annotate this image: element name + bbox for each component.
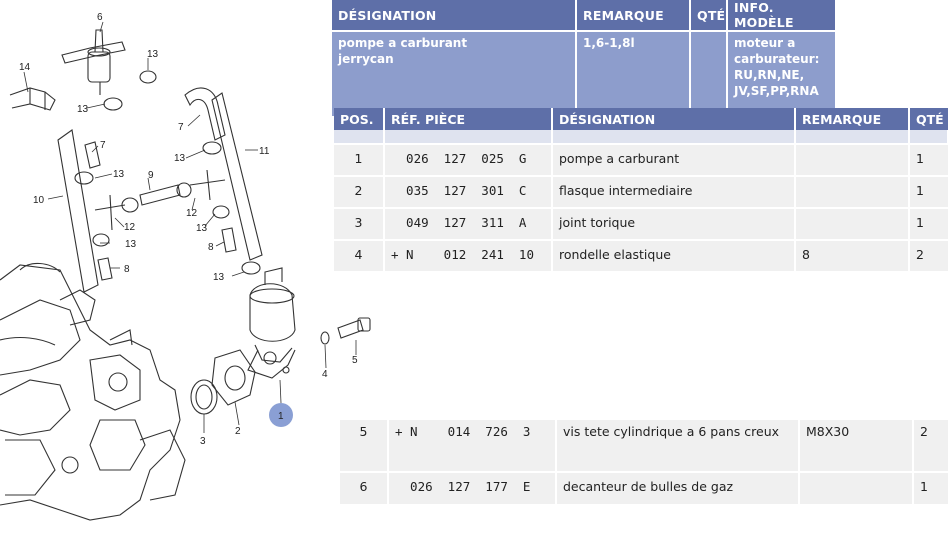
header-qte: QTÉ bbox=[909, 108, 948, 130]
callout-8: 8 bbox=[124, 264, 130, 275]
fuel-pump bbox=[248, 268, 295, 378]
cell-remarque bbox=[795, 144, 909, 176]
callout-13: 13 bbox=[147, 49, 159, 60]
callout-8: 8 bbox=[208, 242, 214, 253]
callout-13: 13 bbox=[213, 272, 225, 283]
header-qte: QTÉ bbox=[690, 0, 727, 31]
bubble-separator bbox=[62, 30, 125, 95]
cell-qte: 1 bbox=[909, 176, 948, 208]
callout-13: 13 bbox=[113, 169, 125, 180]
table-row[interactable] bbox=[334, 144, 948, 176]
intermediate-flange bbox=[212, 350, 255, 405]
cell-pos: 4 bbox=[334, 240, 384, 272]
cell-designation: decanteur de bulles de gaz bbox=[556, 472, 799, 505]
model-info: moteur a carburateur: RU,RN,NE, JV,SF,PP,RNA bbox=[727, 31, 835, 116]
cell-pos: 3 bbox=[334, 208, 384, 240]
model-row bbox=[332, 31, 835, 116]
cell-pos: 6 bbox=[340, 472, 388, 505]
callout-12: 12 bbox=[124, 222, 136, 233]
cell-remarque: M8X30 bbox=[799, 420, 913, 472]
model-remarque: 1,6-1,8l bbox=[576, 31, 690, 116]
header-designation: DÉSIGNATION bbox=[552, 108, 795, 130]
cell-qte: 1 bbox=[913, 472, 948, 505]
header-designation: DÉSIGNATION bbox=[332, 0, 576, 31]
cell-remarque: 8 bbox=[795, 240, 909, 272]
cell-remarque bbox=[795, 208, 909, 240]
cell-designation: pompe a carburant bbox=[552, 144, 795, 176]
cell-ref: + N 014 726 3 bbox=[388, 420, 556, 472]
cell-ref: 026 127 025 G bbox=[384, 144, 552, 176]
callout-7: 7 bbox=[100, 140, 106, 151]
cell-ref: 026 127 177 E bbox=[388, 472, 556, 505]
cell-qte: 2 bbox=[909, 240, 948, 272]
cell-ref: + N 012 241 10 bbox=[384, 240, 552, 272]
parts-table-continued bbox=[340, 420, 948, 506]
callout-13: 13 bbox=[77, 104, 89, 115]
callout-13: 13 bbox=[125, 239, 137, 250]
header-ref-piece: RÉF. PIÈCE bbox=[384, 108, 552, 130]
callout-1: 1 bbox=[278, 411, 284, 422]
parts-table bbox=[334, 108, 949, 273]
socket-head-bolt bbox=[338, 318, 370, 338]
model-qte bbox=[690, 31, 727, 116]
table-row[interactable] bbox=[334, 240, 948, 272]
callout-7: 7 bbox=[178, 122, 184, 133]
cell-pos: 5 bbox=[340, 420, 388, 472]
callout-14: 14 bbox=[19, 62, 31, 73]
cell-qte: 1 bbox=[909, 144, 948, 176]
header-info-modele: INFO. MODÈLE bbox=[727, 0, 835, 31]
model-designation: pompe a carburant jerrycan bbox=[332, 31, 576, 116]
fuel-hose-7-upper bbox=[185, 88, 225, 140]
cell-pos: 1 bbox=[334, 144, 384, 176]
model-info-table bbox=[332, 0, 835, 116]
cell-designation: flasque intermediaire bbox=[552, 176, 795, 208]
callout-3: 3 bbox=[200, 436, 206, 447]
callout-10: 10 bbox=[33, 195, 45, 206]
fuel-hose-11 bbox=[212, 93, 262, 260]
spring-washer bbox=[321, 332, 329, 344]
table-row[interactable] bbox=[340, 472, 948, 505]
header-remarque: REMARQUE bbox=[576, 0, 690, 31]
cell-designation: vis tete cylindrique a 6 pans creux bbox=[556, 420, 799, 472]
callout-5: 5 bbox=[352, 355, 358, 366]
fuel-hose-10 bbox=[58, 130, 98, 292]
cell-qte: 2 bbox=[913, 420, 948, 472]
header-pos: POS. bbox=[334, 108, 384, 130]
cell-pos: 2 bbox=[334, 176, 384, 208]
cell-designation: rondelle elastique bbox=[552, 240, 795, 272]
callout-11: 11 bbox=[259, 146, 270, 157]
table-row[interactable] bbox=[340, 420, 948, 472]
callout-4: 4 bbox=[322, 369, 328, 380]
cell-designation: joint torique bbox=[552, 208, 795, 240]
callout-6: 6 bbox=[97, 12, 103, 23]
header-remarque: REMARQUE bbox=[795, 108, 909, 130]
table-row[interactable] bbox=[334, 176, 948, 208]
callout-12: 12 bbox=[186, 208, 198, 219]
cell-ref: 049 127 311 A bbox=[384, 208, 552, 240]
cell-qte: 1 bbox=[909, 208, 948, 240]
bracket-14 bbox=[10, 88, 55, 110]
callout-2: 2 bbox=[235, 426, 241, 437]
table-row[interactable] bbox=[334, 208, 948, 240]
cell-remarque bbox=[799, 472, 913, 505]
callout-9: 9 bbox=[148, 170, 154, 181]
engine-block bbox=[0, 263, 185, 520]
callout-13: 13 bbox=[196, 223, 208, 234]
cell-remarque bbox=[795, 176, 909, 208]
callout-13: 13 bbox=[174, 153, 186, 164]
cell-ref: 035 127 301 C bbox=[384, 176, 552, 208]
